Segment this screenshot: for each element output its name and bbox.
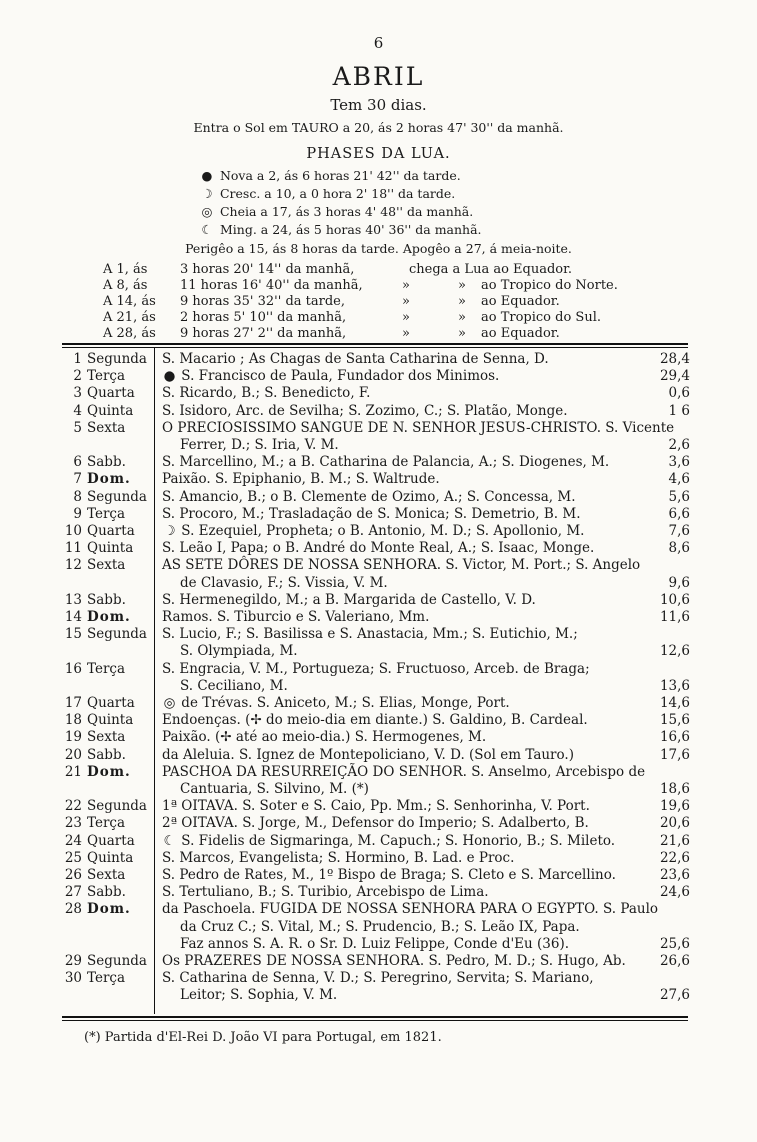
day-number: 16	[64, 660, 82, 677]
moon-age-value: 24,6	[659, 884, 690, 901]
saints-line: S. Lucio, F.; S. Basilissa e S. Anastacia, Mm.; S. Eutichio, M.;	[162, 626, 578, 643]
weekday: Segunda	[87, 626, 147, 643]
moon-age-value: 5,6	[668, 488, 690, 505]
weekday: Dom.	[87, 901, 131, 918]
full-moon-icon: ◎	[201, 204, 213, 219]
moon-age-value: 11,6	[659, 609, 690, 625]
saints-line: S. Ceciliano, M.	[180, 677, 288, 694]
day-number: 20	[64, 746, 82, 763]
ditto-mark: »	[458, 326, 466, 341]
saints-line: Cantuaria, S. Silvino, M. (*)	[180, 780, 369, 797]
weekday: Quinta	[87, 849, 134, 866]
saints-line: S. Macario ; As Chagas de Santa Catharina de Senna, D.	[162, 351, 549, 367]
day-number: 10	[64, 523, 82, 539]
saints-line: S. Procoro, M.; Trasladação de S. Monica; S. Demetrio, B. M.	[162, 505, 581, 522]
saints-line: S. Ricardo, B.; S. Benedicto, F.	[162, 385, 371, 402]
saints-line: ☽ S. Ezequiel, Propheta; o B. Antonio, M. D.; S. Apollonio, M.	[163, 523, 585, 539]
first-quarter-icon: ☽	[163, 523, 176, 539]
moon-age-value: 29,4	[659, 368, 690, 385]
ditto-mark: »	[458, 278, 466, 293]
days-line: Tem 30 dias.	[330, 96, 427, 114]
moon-age-value: 19,6	[659, 798, 690, 815]
moon-age-value: 15,6	[659, 712, 690, 729]
moon-phase-text: Nova a 2, ás 6 horas 21' 42'' da tarde.	[216, 168, 461, 183]
weekday: Terça	[87, 815, 126, 832]
day-number: 3	[73, 385, 82, 402]
moon-age-value: 7,6	[668, 523, 690, 539]
saints-line: S. Pedro de Rates, M., 1º Bispo de Braga; S. Cleto e S. Marcellino.	[162, 867, 616, 883]
weekday: Segunda	[87, 351, 147, 367]
ditto-mark: »	[458, 310, 466, 325]
day-number: 11	[64, 540, 82, 557]
weekday: Sexta	[87, 419, 126, 436]
weekday: Quarta	[87, 523, 135, 539]
weekday: Sabb.	[87, 454, 126, 471]
moon-age-value: 21,6	[659, 832, 690, 849]
weekday: Sexta	[87, 557, 126, 574]
day-number: 19	[64, 729, 82, 746]
perigee-apogee-line: Perigêo a 15, ás 8 horas da tarde. Apogêo a 27, á meia-noite.	[185, 241, 572, 256]
moon-age-value: 22,6	[659, 849, 690, 866]
equator-day: A 1, ás	[103, 262, 148, 277]
saints-line: S. Tertuliano, B.; S. Turibio, Arcebispo de Lima.	[162, 884, 489, 901]
last-quarter-icon: ☾	[163, 832, 176, 849]
weekday: Dom.	[87, 471, 131, 488]
saints-line: S. Engracia, V. M., Portugueza; S. Fructuoso, Arceb. de Braga;	[162, 660, 590, 677]
full-moon-icon: ◎	[163, 695, 176, 711]
saints-line: Os PRAZERES DE NOSSA SENHORA. S. Pedro, M. D.; S. Hugo, Ab.	[162, 953, 626, 969]
moon-age-value: 8,6	[668, 540, 690, 557]
equator-day: A 28, ás	[103, 326, 156, 341]
saints-line: S. Leão I, Papa; o B. André do Monte Real, A.; S. Isaac, Monge.	[162, 540, 595, 557]
moon-age-value: 23,6	[659, 867, 690, 883]
moon-phase-row	[198, 168, 461, 183]
saints-line: S. Hermenegildo, M.; a B. Margarida de Castello, V. D.	[162, 591, 536, 608]
day-number: 21	[64, 763, 82, 780]
saints-line: Endoenças. (✢ do meio-dia em diante.) S. Galdino, B. Cardeal.	[162, 712, 588, 729]
day-number: 17	[64, 695, 82, 711]
weekday: Terça	[87, 660, 126, 677]
day-number: 30	[64, 970, 82, 987]
saints-line: Ramos. S. Tiburcio e S. Valeriano, Mm.	[162, 609, 430, 625]
moon-age-value: 1 6	[668, 402, 690, 419]
new-moon-icon: ●	[163, 368, 176, 385]
saints-line: PASCHOA DA RESURREIÇÃO DO SENHOR. S. Anselmo, Arcebispo de	[162, 763, 646, 780]
weekday: Terça	[87, 970, 126, 987]
day-number: 26	[64, 867, 82, 883]
day-number: 25	[64, 849, 82, 866]
day-number: 27	[64, 884, 82, 901]
weekday: Terça	[87, 505, 126, 522]
equator-destination: ao Equador.	[481, 326, 560, 341]
equator-day: A 14, ás	[103, 294, 156, 309]
equator-destination: ao Equador.	[481, 294, 560, 309]
moon-phase-text: Ming. a 24, ás 5 horas 40' 36'' da manhã.	[216, 222, 482, 237]
equator-day: A 8, ás	[103, 278, 148, 293]
day-number: 2	[73, 368, 82, 385]
weekday: Sexta	[87, 867, 126, 883]
moon-phase-row	[198, 204, 473, 219]
weekday: Quarta	[87, 832, 135, 849]
day-number: 4	[73, 402, 82, 419]
day-number: 14	[64, 609, 82, 625]
saints-line: da Paschoela. FUGIDA DE NOSSA SENHORA PARA O EGYPTO. S. Paulo	[162, 901, 659, 918]
saints-line: S. Olympiada, M.	[180, 643, 298, 660]
equator-day: A 21, ás	[103, 310, 156, 325]
saints-line: S. Amancio, B.; o B. Clemente de Ozimo, A.; S. Concessa, M.	[162, 488, 576, 505]
ditto-mark: »	[458, 294, 466, 309]
moon-age-value: 0,6	[668, 385, 690, 402]
moon-age-value: 10,6	[659, 591, 690, 608]
bottom-rule-thin	[62, 1020, 688, 1021]
moon-age-value: 20,6	[659, 815, 690, 832]
moon-age-value: 26,6	[659, 953, 690, 969]
weekday: Segunda	[87, 953, 147, 969]
moon-age-value: 9,6	[668, 574, 690, 591]
weekday: Sabb.	[87, 591, 126, 608]
moon-age-value: 3,6	[668, 454, 690, 471]
saints-line: ● S. Francisco de Paula, Fundador dos Minimos.	[163, 368, 500, 385]
ditto-mark: »	[402, 294, 410, 309]
weekday: Sabb.	[87, 884, 126, 901]
page-number: 6	[373, 34, 384, 52]
top-double-rule	[62, 343, 688, 345]
day-number: 24	[64, 832, 82, 849]
moon-phase-row	[198, 222, 482, 237]
ditto-mark: »	[402, 278, 410, 293]
month-title: ABRIL	[332, 62, 425, 91]
moon-age-value: 12,6	[659, 643, 690, 660]
weekday: Dom.	[87, 763, 131, 780]
saints-line: da Aleluia. S. Ignez de Montepoliciano, V. D. (Sol em Tauro.)	[162, 746, 574, 763]
saints-line: S. Marcellino, M.; a B. Catharina de Palancia, A.; S. Diogenes, M.	[162, 454, 610, 471]
moon-age-value: 6,6	[668, 505, 690, 522]
day-number: 22	[64, 798, 82, 815]
saints-line: AS SETE DÔRES DE NOSSA SENHORA. S. Victor, M. Port.; S. Angelo	[162, 557, 641, 574]
day-number: 5	[73, 419, 82, 436]
saints-line: S. Catharina de Senna, V. D.; S. Peregrino, Servita; S. Mariano,	[162, 970, 594, 987]
moon-age-value: 2,6	[668, 436, 690, 453]
weekday: Segunda	[87, 488, 147, 505]
saints-line: da Cruz C.; S. Vital, M.; S. Prudencio, B.; S. Leão IX, Papa.	[180, 918, 580, 935]
saints-line: Paixão. S. Epiphanio, B. M.; S. Waltrude.	[162, 471, 440, 488]
moon-age-value: 13,6	[659, 677, 690, 694]
column-divider	[154, 348, 155, 1014]
equator-time: 3 horas 20' 14'' da manhã,	[180, 262, 355, 277]
weekday: Terça	[87, 368, 126, 385]
day-number: 7	[73, 471, 82, 488]
moon-age-value: 27,6	[659, 987, 690, 1004]
saints-line: Ferrer, D.; S. Iria, V. M.	[180, 436, 339, 453]
weekday: Sexta	[87, 729, 126, 746]
day-number: 9	[73, 505, 82, 522]
day-number: 28	[64, 901, 82, 918]
day-number: 29	[64, 953, 82, 969]
phases-heading: PHASES DA LUA.	[306, 146, 451, 162]
day-number: 23	[64, 815, 82, 832]
day-number: 18	[64, 712, 82, 729]
equator-action: chega a Lua ao Equador.	[409, 262, 573, 277]
saints-line: S. Marcos, Evangelista; S. Hormino, B. Lad. e Proc.	[162, 849, 515, 866]
ditto-mark: »	[402, 326, 410, 341]
moon-phase-text: Cheia a 17, ás 3 horas 4' 48'' da manhã.	[216, 204, 474, 219]
moon-age-value: 28,4	[659, 351, 690, 367]
weekday: Quarta	[87, 385, 135, 402]
equator-time: 9 horas 35' 32'' da tarde,	[180, 294, 345, 309]
moon-age-value: 18,6	[659, 780, 690, 797]
equator-destination: ao Tropico do Norte.	[481, 278, 618, 293]
first-quarter-icon: ☽	[201, 186, 213, 201]
saints-line: 2ª OITAVA. S. Jorge, M., Defensor do Imperio; S. Adalberto, B.	[162, 815, 589, 832]
day-number: 12	[64, 557, 82, 574]
saints-line: de Clavasio, F.; S. Vissia, V. M.	[180, 574, 388, 591]
moon-age-value: 25,6	[659, 935, 690, 952]
ditto-mark: »	[402, 310, 410, 325]
saints-line: ◎ de Trévas. S. Aniceto, M.; S. Elias, Monge, Port.	[163, 695, 510, 711]
day-number: 15	[64, 626, 82, 643]
moon-age-value: 17,6	[659, 746, 690, 763]
weekday: Quinta	[87, 712, 134, 729]
day-number: 8	[73, 488, 82, 505]
moon-age-value: 14,6	[659, 695, 690, 711]
day-number: 6	[73, 454, 82, 471]
bottom-rule	[62, 1016, 688, 1018]
saints-line: S. Isidoro, Arc. de Sevilha; S. Zozimo, C.; S. Platão, Monge.	[162, 402, 568, 419]
equator-time: 9 horas 27' 2'' da manhã,	[180, 326, 347, 341]
moon-phase-text: Cresc. a 10, a 0 hora 2' 18'' da tarde.	[216, 186, 456, 201]
weekday: Segunda	[87, 798, 147, 815]
saints-line: Faz annos S. A. R. o Sr. D. Luiz Felippe, Conde d'Eu (36).	[180, 935, 570, 952]
weekday: Dom.	[87, 609, 131, 625]
new-moon-icon: ●	[201, 168, 213, 183]
weekday: Quinta	[87, 540, 134, 557]
equator-destination: ao Tropico do Sul.	[481, 310, 601, 325]
day-number: 1	[73, 351, 82, 367]
saints-line: 1ª OITAVA. S. Soter e S. Caio, Pp. Mm.; S. Senhorinha, V. Port.	[162, 798, 590, 815]
moon-age-value: 16,6	[659, 729, 690, 746]
day-number: 13	[64, 591, 82, 608]
equator-time: 11 horas 16' 40'' da manhã,	[180, 278, 363, 293]
footnote: (*) Partida d'El-Rei D. João VI para Portugal, em 1821.	[84, 1030, 442, 1045]
saints-line: Leitor; S. Sophia, V. M.	[180, 987, 338, 1004]
top-rule-thin	[62, 347, 688, 348]
saints-line: O PRECIOSISSIMO SANGUE DE N. SENHOR JESUS-CHRISTO. S. Vicente	[162, 419, 675, 436]
weekday: Quinta	[87, 402, 134, 419]
weekday: Quarta	[87, 695, 135, 711]
sun-entry-line: Entra o Sol em TAURO a 20, ás 2 horas 47' 30'' da manhã.	[193, 120, 564, 135]
saints-line: ☾ S. Fidelis de Sigmaringa, M. Capuch.; S. Honorio, B.; S. Mileto.	[163, 832, 616, 849]
moon-age-value: 4,6	[668, 471, 690, 488]
moon-phase-row	[198, 186, 455, 201]
last-quarter-icon: ☾	[201, 222, 213, 237]
weekday: Sabb.	[87, 746, 126, 763]
equator-time: 2 horas 5' 10'' da manhã,	[180, 310, 347, 325]
saints-line: Paixão. (✢ até ao meio-dia.) S. Hermogenes, M.	[162, 729, 487, 746]
